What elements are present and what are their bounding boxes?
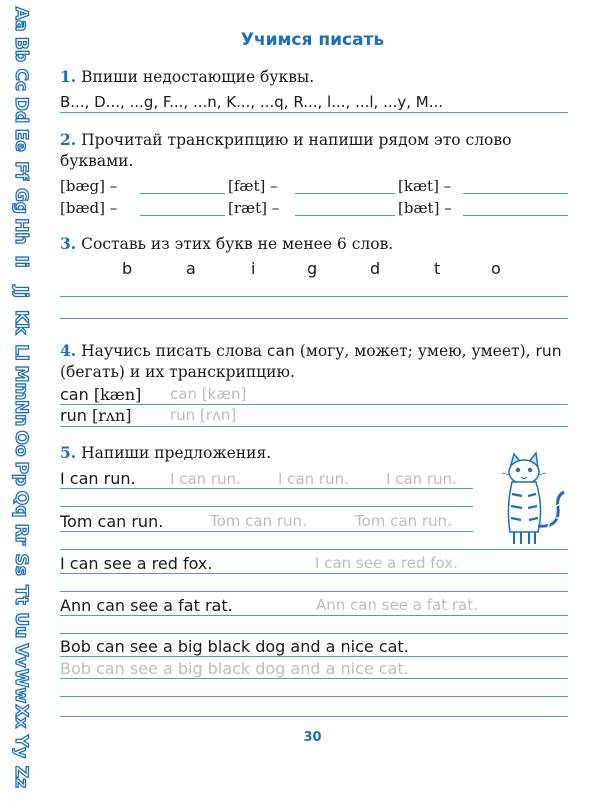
task-4-word-can: can — [266, 342, 295, 360]
task-5-text: Напиши предложения. — [81, 444, 272, 462]
answer-line — [60, 506, 473, 507]
task-1-text: Впиши недостающие буквы. — [81, 68, 315, 86]
alphabet-letter: Hh — [11, 218, 31, 245]
answer-line — [60, 591, 568, 592]
answer-line — [60, 531, 473, 532]
sentence-1: I can run. — [60, 469, 136, 488]
answer-line — [60, 656, 568, 657]
run-transcription: [rʌn] — [91, 406, 132, 425]
alphabet-letter: Ww — [11, 668, 31, 704]
answer-line — [60, 696, 568, 697]
answer-line — [60, 296, 568, 297]
answer-line — [60, 426, 568, 427]
sentence-3: I can see a red fox. — [60, 554, 213, 573]
task-4-word-run: run — [535, 342, 562, 360]
alphabet-letter: Xx — [11, 704, 31, 729]
task-1-letters: B..., D..., ...g, F..., ...n, K..., ...q, R..., l..., ...l, ...y, M... — [60, 93, 444, 111]
answer-line — [295, 193, 395, 194]
sentence-1-ghost: I can run. — [386, 470, 457, 488]
alphabet-letter: Cc — [11, 68, 31, 92]
alphabet-letter: Gg — [11, 187, 31, 215]
task-1-number: 1. — [60, 67, 77, 86]
transcription-item: [bæg] – — [60, 177, 118, 195]
sentence-4: Ann can see a fat rat. — [60, 596, 233, 615]
task-4-text-mid: (могу, может; умею, умеет), — [299, 342, 531, 360]
page-number: 30 — [303, 730, 322, 745]
alphabet-letter: Aa — [11, 6, 31, 32]
cat-illustration — [488, 448, 568, 548]
letter-a: a — [186, 259, 196, 278]
run-word: run — [60, 406, 87, 425]
answer-line — [463, 215, 568, 216]
sentence-3-ghost: I can see a red fox. — [315, 554, 458, 572]
letter-g: g — [307, 259, 318, 278]
alphabet-letters — [2, 0, 42, 797]
alphabet-letter: Nn — [11, 399, 31, 427]
answer-line — [60, 678, 568, 679]
transcription-item: [ræt] – — [228, 199, 280, 217]
letter-i: i — [251, 259, 256, 278]
task-3-number: 3. — [60, 234, 77, 253]
alphabet-letter: Mm — [11, 365, 31, 401]
task-4-text-after: (бегать) и их транскрипцию. — [60, 363, 295, 381]
letter-b: b — [122, 259, 133, 278]
run-row — [60, 406, 131, 425]
task-2-number: 2. — [60, 130, 77, 149]
page-title: Учимся писать — [240, 30, 385, 50]
answer-line — [60, 716, 568, 717]
run-ghost: run [rʌn] — [170, 406, 237, 424]
sentence-1-ghost: I can run. — [278, 470, 349, 488]
alphabet-letter: Jj — [11, 285, 31, 299]
answer-line — [60, 112, 568, 113]
alphabet-letter: Tt — [11, 585, 31, 605]
alphabet-letter: Uu — [11, 612, 31, 639]
sentence-5-ghost: Bob can see a big black dog and a nice cat. — [60, 659, 409, 678]
answer-line — [60, 615, 568, 616]
alphabet-letter: Kk — [11, 309, 31, 335]
answer-line — [60, 573, 568, 574]
letter-t: t — [434, 259, 441, 278]
answer-line — [60, 633, 568, 634]
task-4-text-before: Научись писать слова — [81, 342, 262, 360]
task-3-text: Составь из этих букв не менее 6 слов. — [81, 235, 394, 253]
alphabet-letter: Vv — [11, 643, 31, 668]
can-transcription: [kæn] — [93, 385, 142, 404]
letter-o: o — [491, 259, 501, 278]
answer-line — [60, 488, 473, 489]
alphabet-letter: Rr — [11, 523, 31, 546]
sentence-2: Tom can run. — [60, 512, 164, 531]
alphabet-letter: Zz — [11, 765, 31, 788]
answer-line — [60, 318, 568, 319]
task-2 — [60, 129, 570, 172]
answer-line — [140, 215, 225, 216]
alphabet-letter: Yy — [11, 734, 31, 759]
alphabet-letter: Qq — [11, 490, 31, 518]
transcription-item: [bæt] – — [398, 199, 452, 217]
can-ghost: can [kæn] — [170, 385, 247, 403]
alphabet-letter: Ii — [11, 255, 31, 268]
alphabet-letter: Ff — [11, 161, 31, 181]
alphabet-letter: Pp — [11, 461, 31, 487]
alphabet-letter: Dd — [11, 96, 31, 124]
transcription-item: [kæt] – — [398, 177, 452, 195]
sentence-5: Bob can see a big black dog and a nice cat. — [60, 637, 409, 656]
transcription-item: [bæd] – — [60, 199, 118, 217]
task-1 — [60, 66, 570, 88]
sentence-1-ghost: I can run. — [170, 470, 241, 488]
can-row — [60, 385, 141, 404]
answer-line — [140, 193, 225, 194]
sentence-4-ghost: Ann can see a fat rat. — [316, 596, 478, 614]
sentence-2-ghost: Tom can run. — [210, 512, 307, 530]
task-4 — [60, 340, 570, 383]
alphabet-letter: Ss — [11, 553, 31, 576]
task-4-number: 4. — [60, 341, 77, 360]
answer-line — [60, 404, 568, 405]
answer-line — [60, 549, 568, 550]
sentence-2-ghost: Tom can run. — [355, 512, 452, 530]
task-5-number: 5. — [60, 443, 77, 462]
answer-line — [463, 193, 568, 194]
task-2-text: Прочитай транскрипцию и напиши рядом это слово буквами. — [60, 131, 512, 170]
can-word: can — [60, 385, 89, 404]
task-3 — [60, 233, 570, 255]
transcription-item: [fæt] – — [228, 177, 278, 195]
alphabet-letter: Ll — [11, 344, 31, 361]
alphabet-letter: Oo — [11, 430, 31, 457]
answer-line — [295, 215, 395, 216]
alphabet-sidebar — [2, 0, 42, 797]
alphabet-letter: Bb — [11, 36, 31, 63]
letter-d: d — [370, 259, 381, 278]
alphabet-letter: Ee — [11, 128, 31, 152]
